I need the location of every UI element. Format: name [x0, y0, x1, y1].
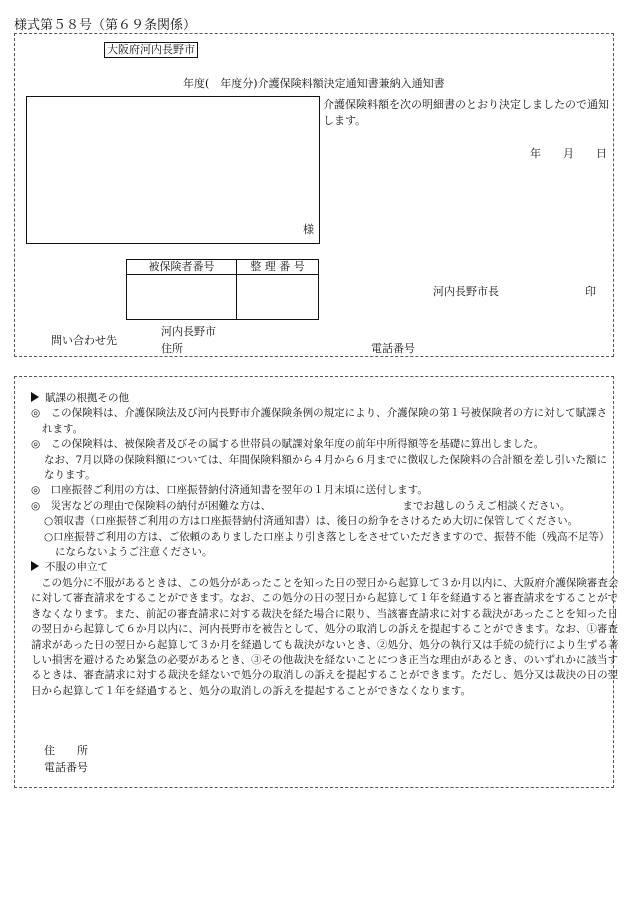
date-day: 日: [596, 147, 607, 160]
form-number: 様式第５８号（第６９条関係）: [14, 18, 197, 33]
note-item: ◎ 災害などの理由で保険料の納付が困難な方は、 までお越しのうえご相談ください。: [31, 499, 571, 512]
note-item: なお、7月以降の保険料額については、年間保険料額から４月から６月までに徴収した保険料の合計額を差し引いた額になります。: [44, 453, 607, 482]
contact-address-label: 住所: [161, 342, 183, 355]
footer-phone-label: 電話番号: [44, 761, 88, 774]
reference-number-header: 整 理 番 号: [237, 260, 319, 275]
basis-heading: 賦課の根拠その他: [45, 392, 129, 404]
city-label: 大阪府河内長野市: [104, 42, 198, 58]
appeal-heading-line: [31, 560, 611, 575]
issue-date: [530, 145, 607, 161]
recipient-address-box: [26, 96, 320, 244]
insured-number-header: 被保険者番号: [127, 260, 237, 275]
basis-heading-line: [31, 391, 611, 406]
mayor-label: 河内長野市長: [433, 285, 499, 298]
note-item: ○領収書（口座振替ご利用の方は口座振替納付済通知書）は、後日の紛争をさけるため大切に保管してください。: [44, 515, 579, 528]
triangle-bullet-icon: [31, 561, 39, 571]
date-year: 年: [530, 147, 541, 160]
appeal-text: この処分に不服があるときは、この処分があったことを知った日の翌日から起算して３か月以内に、大阪府介護保険審査会に対して審査請求をすることができます。なお、この処分の日の翌日から起算して１年を経過すると審査請求をすることができなくなります。また、前記の審査請求に対する裁決を経た場合に限り、当該審査請求に対する裁決があったことを知った日の翌日から起算して６か月以内に、河内長野市を被告として、処分の取消しの訴えを提起することができます。なお、①審査請求があった日の翌日から起算して３か月を経過しても裁決がないとき、②処分、処分の執行又は手続の続行により生ずる著しい損害を避けるため緊急の必要があるとき、③その他裁決を経ないことにつき正当な理由があるとき、のいずれかに該当するときは、審査請求に対する裁決を経ないで処分の取消しの訴えを提起することができます。ただし、処分又は裁決の日の翌日から起算して１年を経過すると、処分の取消しの訴えを提起することができなくなります。: [31, 576, 619, 697]
date-month: 月: [563, 147, 574, 160]
note-item: ◎ この保険料は、介護保険法及び河内長野市介護保険条例の規定により、介護保険の第１号被保険者の方に対して賦課されます。: [31, 407, 608, 435]
insured-number-cell: [127, 275, 237, 320]
footer-address-label: 住 所: [44, 744, 88, 757]
recipient-suffix: 様: [303, 223, 314, 236]
document-title: 年度( 年度分)介護保険料額決定通知書兼納入通知書: [183, 77, 445, 90]
appeal-heading: 不服の申立て: [45, 561, 108, 574]
note-item: ○口座振替ご利用の方は、ご依頼のありました口座より引き落としをさせていただきますので、振替不能（残高不足等）にならないようご注意ください。: [44, 530, 610, 559]
notes-text: [31, 391, 619, 699]
triangle-bullet-icon: [31, 392, 39, 402]
contact-phone-label: 電話番号: [371, 342, 415, 355]
note-item: ◎ 口座振替ご利用の方は、口座振替納付済通知書を翌年の１月末頃に送付します。: [31, 484, 428, 497]
note-item: ◎ この保険料は、被保険者及びその属する世帯員の賦課対象年度の前年中所得額等を基礎に算出しました。: [31, 438, 545, 451]
seal-label: 印: [585, 285, 596, 298]
contact-city: 河内長野市: [161, 325, 216, 338]
reference-number-cell: [237, 275, 319, 320]
notice-body-text: 介護保険料額を次の明細書のとおり決定しましたので通知します。: [323, 98, 609, 127]
number-table: [126, 259, 319, 320]
contact-label: 問い合わせ先: [51, 334, 117, 347]
